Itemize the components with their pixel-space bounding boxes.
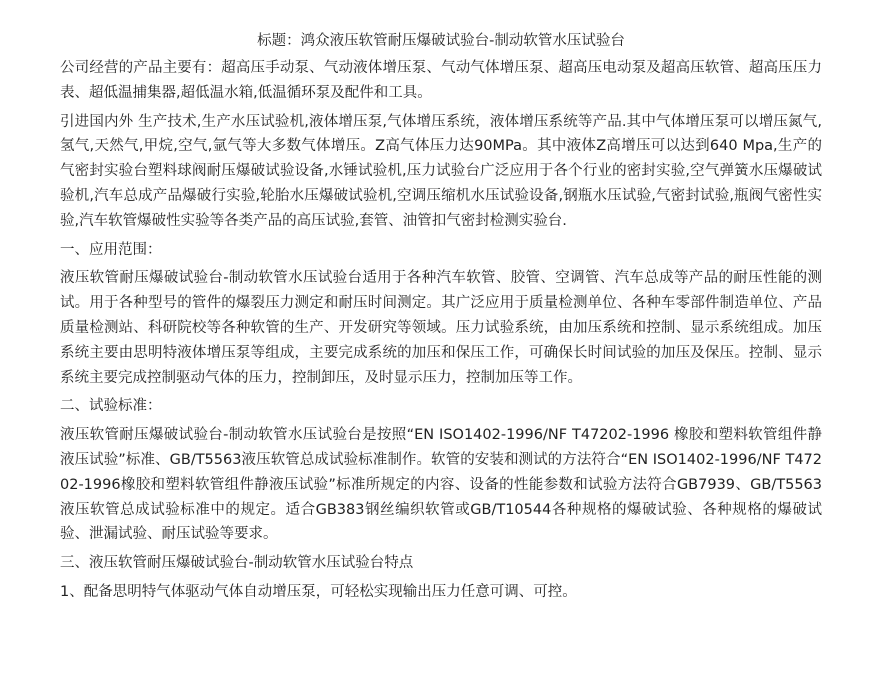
section-heading-features: 三、液压软管耐压爆破试验台-制动软管水压试验台特点: [60, 555, 414, 572]
scope-paragraph: 液压软管耐压爆破试验台-制动软管水压试验台适用于各种汽车软管、胶管、空调管、汽车总成等产品的耐压性能的测试。用于各种型号的管件的爆裂压力测定和耐压时间测定。其广泛应用于质量检测单位、各种车零部件制造单位、产品质量检测站、科研院校等各种软管的生产、开发研究等领域。压力试验系统，由加压系统和控制、显示系统组成。加压系统主要由思明特液体增压泵等组成，主要完成系统的加压和保压工作，可确保长时间试验的加压及保压。控制、显示系统主要完成控制驱动气体的压力，控制卸压，及时显示压力，控制加压等工作。: [60, 270, 822, 386]
standards-paragraph: 液压软管耐压爆破试验台-制动软管水压试验台是按照“EN ISO1402-1996/NF T47202-1996 橡胶和塑料软管组件静液压试验”标准、GB/T5563液压软管总成试验标准制作。软管的安装和测试的方法符合“EN ISO1402-1996/NF T47202-1996橡胶和塑料软管组件静液压试验”标准所规定的内容、设备的性能参数和试验方法符合GB7939、GB/T5563液压软管总成试验标准中的规定。适合GB383钢丝编织软管或GB/T10544各种规格的爆破试验、各种规格的爆破试验、泄漏试验、耐压试验等要求。: [60, 427, 822, 543]
article-title: 标题：鸿众液压软管耐压爆破试验台-制动软管水压试验台: [257, 33, 625, 49]
section-heading-standards: 二、试验标准：: [60, 398, 162, 415]
intro-technology-paragraph: 引进国内外 生产技术,生产水压试验机,液体增压泵,气体增压系统，液体增压系统等产品.其中气体增压泵可以增压氮气,氢气,天然气,甲烷,空气,氩气等大多数气体增压。Z高气体压力达90MPa。其中液体Z高增压可以达到640 Mpa,生产的气密封实验台塑料球阀耐压爆破试验设备,水锤试验机,压力试验台广泛应用于各个行业的密封实验,空气弹簧水压爆破试验机,汽车总成产品爆破行实验,轮胎水压爆破试验机,空调压缩机水压试验设备,钢瓶水压试验,气密封试验,瓶阀气密性实验,汽车软管爆破性实验等各类产品的高压试验,套管、油管扣气密封检测实验台.: [60, 113, 822, 229]
section-heading-scope: 一、应用范围：: [60, 241, 162, 258]
feature-item-1: 1、配备思明特气体驱动气体自动增压泵，可轻松实现输出压力任意可调、可控。: [60, 583, 577, 600]
intro-products-paragraph: 公司经营的产品主要有：超高压手动泵、气动液体增压泵、气动气体增压泵、超高压电动泵及超高压软管、超高压压力表、超低温捕集器,超低温水箱,低温循环泵及配件和工具。: [60, 60, 822, 101]
